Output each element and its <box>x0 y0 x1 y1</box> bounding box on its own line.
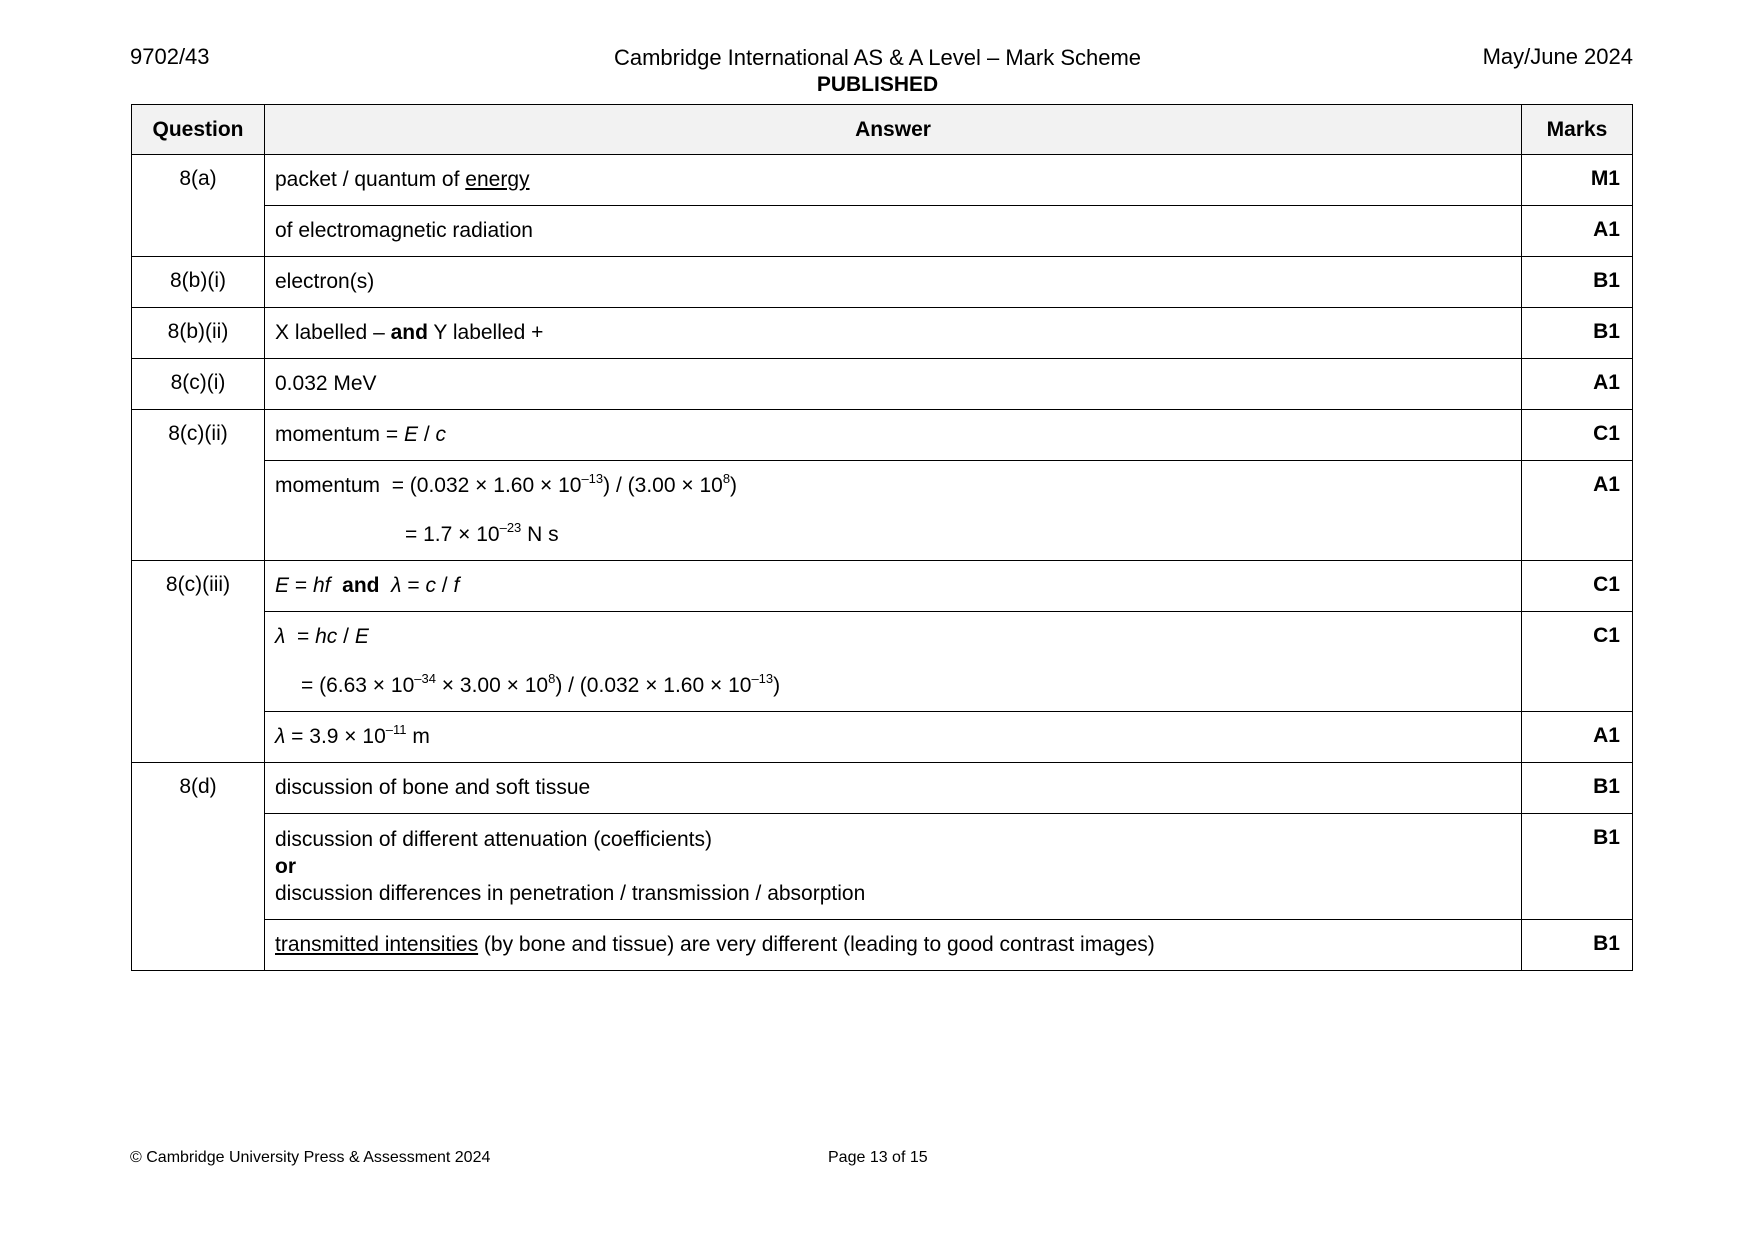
mark-cell: B1 <box>1522 920 1633 971</box>
table-row <box>132 206 1633 257</box>
answer-cell: electron(s) <box>265 257 1522 308</box>
table-row <box>132 257 1633 308</box>
answer-cell: packet / quantum of energy <box>265 155 1522 206</box>
document-title: Cambridge International AS & A Level – Mark Scheme <box>613 45 1142 70</box>
mark-cell: B1 <box>1522 814 1633 920</box>
published-label: PUBLISHED <box>816 73 939 96</box>
question-number: 8(c)(i) <box>132 359 265 410</box>
table-row <box>132 155 1633 206</box>
question-column-header: Question <box>132 105 265 155</box>
table-row <box>132 763 1633 814</box>
question-number: 8(c)(ii) <box>132 410 265 561</box>
answer-cell: E = hf and λ = c / f <box>265 561 1522 612</box>
mark-cell: A1 <box>1522 712 1633 763</box>
answer-cell: discussion of different attenuation (coefficients) or discussion differences in penetration / transmission / absorption <box>265 814 1522 920</box>
mark-cell: B1 <box>1522 257 1633 308</box>
mark-cell: A1 <box>1522 461 1633 561</box>
answer-cell: transmitted intensities (by bone and tissue) are very different (leading to good contrast images) <box>265 920 1522 971</box>
answer-cell: momentum = $(0.032 \times 1.60 \times 10^{-13}) / (3.00 \times 10^8)$ = $1.7 \times 10^{-23}$ N s <box>265 461 1522 561</box>
answer-cell: X labelled – and Y labelled + <box>265 308 1522 359</box>
answer-cell: $\lambda = 3.9 \times 10^{-11}$ m <box>265 712 1522 763</box>
answer-column-header: Answer <box>265 105 1522 155</box>
mark-cell: M1 <box>1522 155 1633 206</box>
answer-cell: discussion of bone and soft tissue <box>265 763 1522 814</box>
table-header-row <box>132 105 1633 155</box>
table-row <box>132 814 1633 920</box>
mark-cell: C1 <box>1522 612 1633 712</box>
mark-cell: B1 <box>1522 763 1633 814</box>
mark-scheme-table <box>131 104 1633 971</box>
table-row <box>132 712 1633 763</box>
table-row <box>132 920 1633 971</box>
table-row <box>132 612 1633 712</box>
mark-cell: B1 <box>1522 308 1633 359</box>
table-row <box>132 410 1633 461</box>
answer-cell: 0.032 MeV <box>265 359 1522 410</box>
table-row <box>132 308 1633 359</box>
question-number: 8(b)(i) <box>132 257 265 308</box>
paper-code: 9702/43 <box>130 44 210 69</box>
mark-cell: C1 <box>1522 410 1633 461</box>
table-row <box>132 461 1633 561</box>
table-row <box>132 561 1633 612</box>
question-number: 8(a) <box>132 155 265 257</box>
exam-session: May/June 2024 <box>1482 44 1633 69</box>
mark-cell: C1 <box>1522 561 1633 612</box>
mark-cell: A1 <box>1522 359 1633 410</box>
mark-cell: A1 <box>1522 206 1633 257</box>
page-number: Page 13 of 15 <box>828 1149 928 1166</box>
question-number: 8(d) <box>132 763 265 971</box>
marks-column-header: Marks <box>1522 105 1633 155</box>
answer-cell: momentum = E / c <box>265 410 1522 461</box>
answer-cell: of electromagnetic radiation <box>265 206 1522 257</box>
answer-cell: λ = hc / E = $(6.63 \times 10^{-34} \times 3.00 \times 10^8) / (0.032 \times 1.60 \times 10^{-13})$ <box>265 612 1522 712</box>
question-number: 8(c)(iii) <box>132 561 265 763</box>
question-number: 8(b)(ii) <box>132 308 265 359</box>
table-row <box>132 359 1633 410</box>
copyright-notice: © Cambridge University Press & Assessment 2024 <box>130 1149 491 1166</box>
